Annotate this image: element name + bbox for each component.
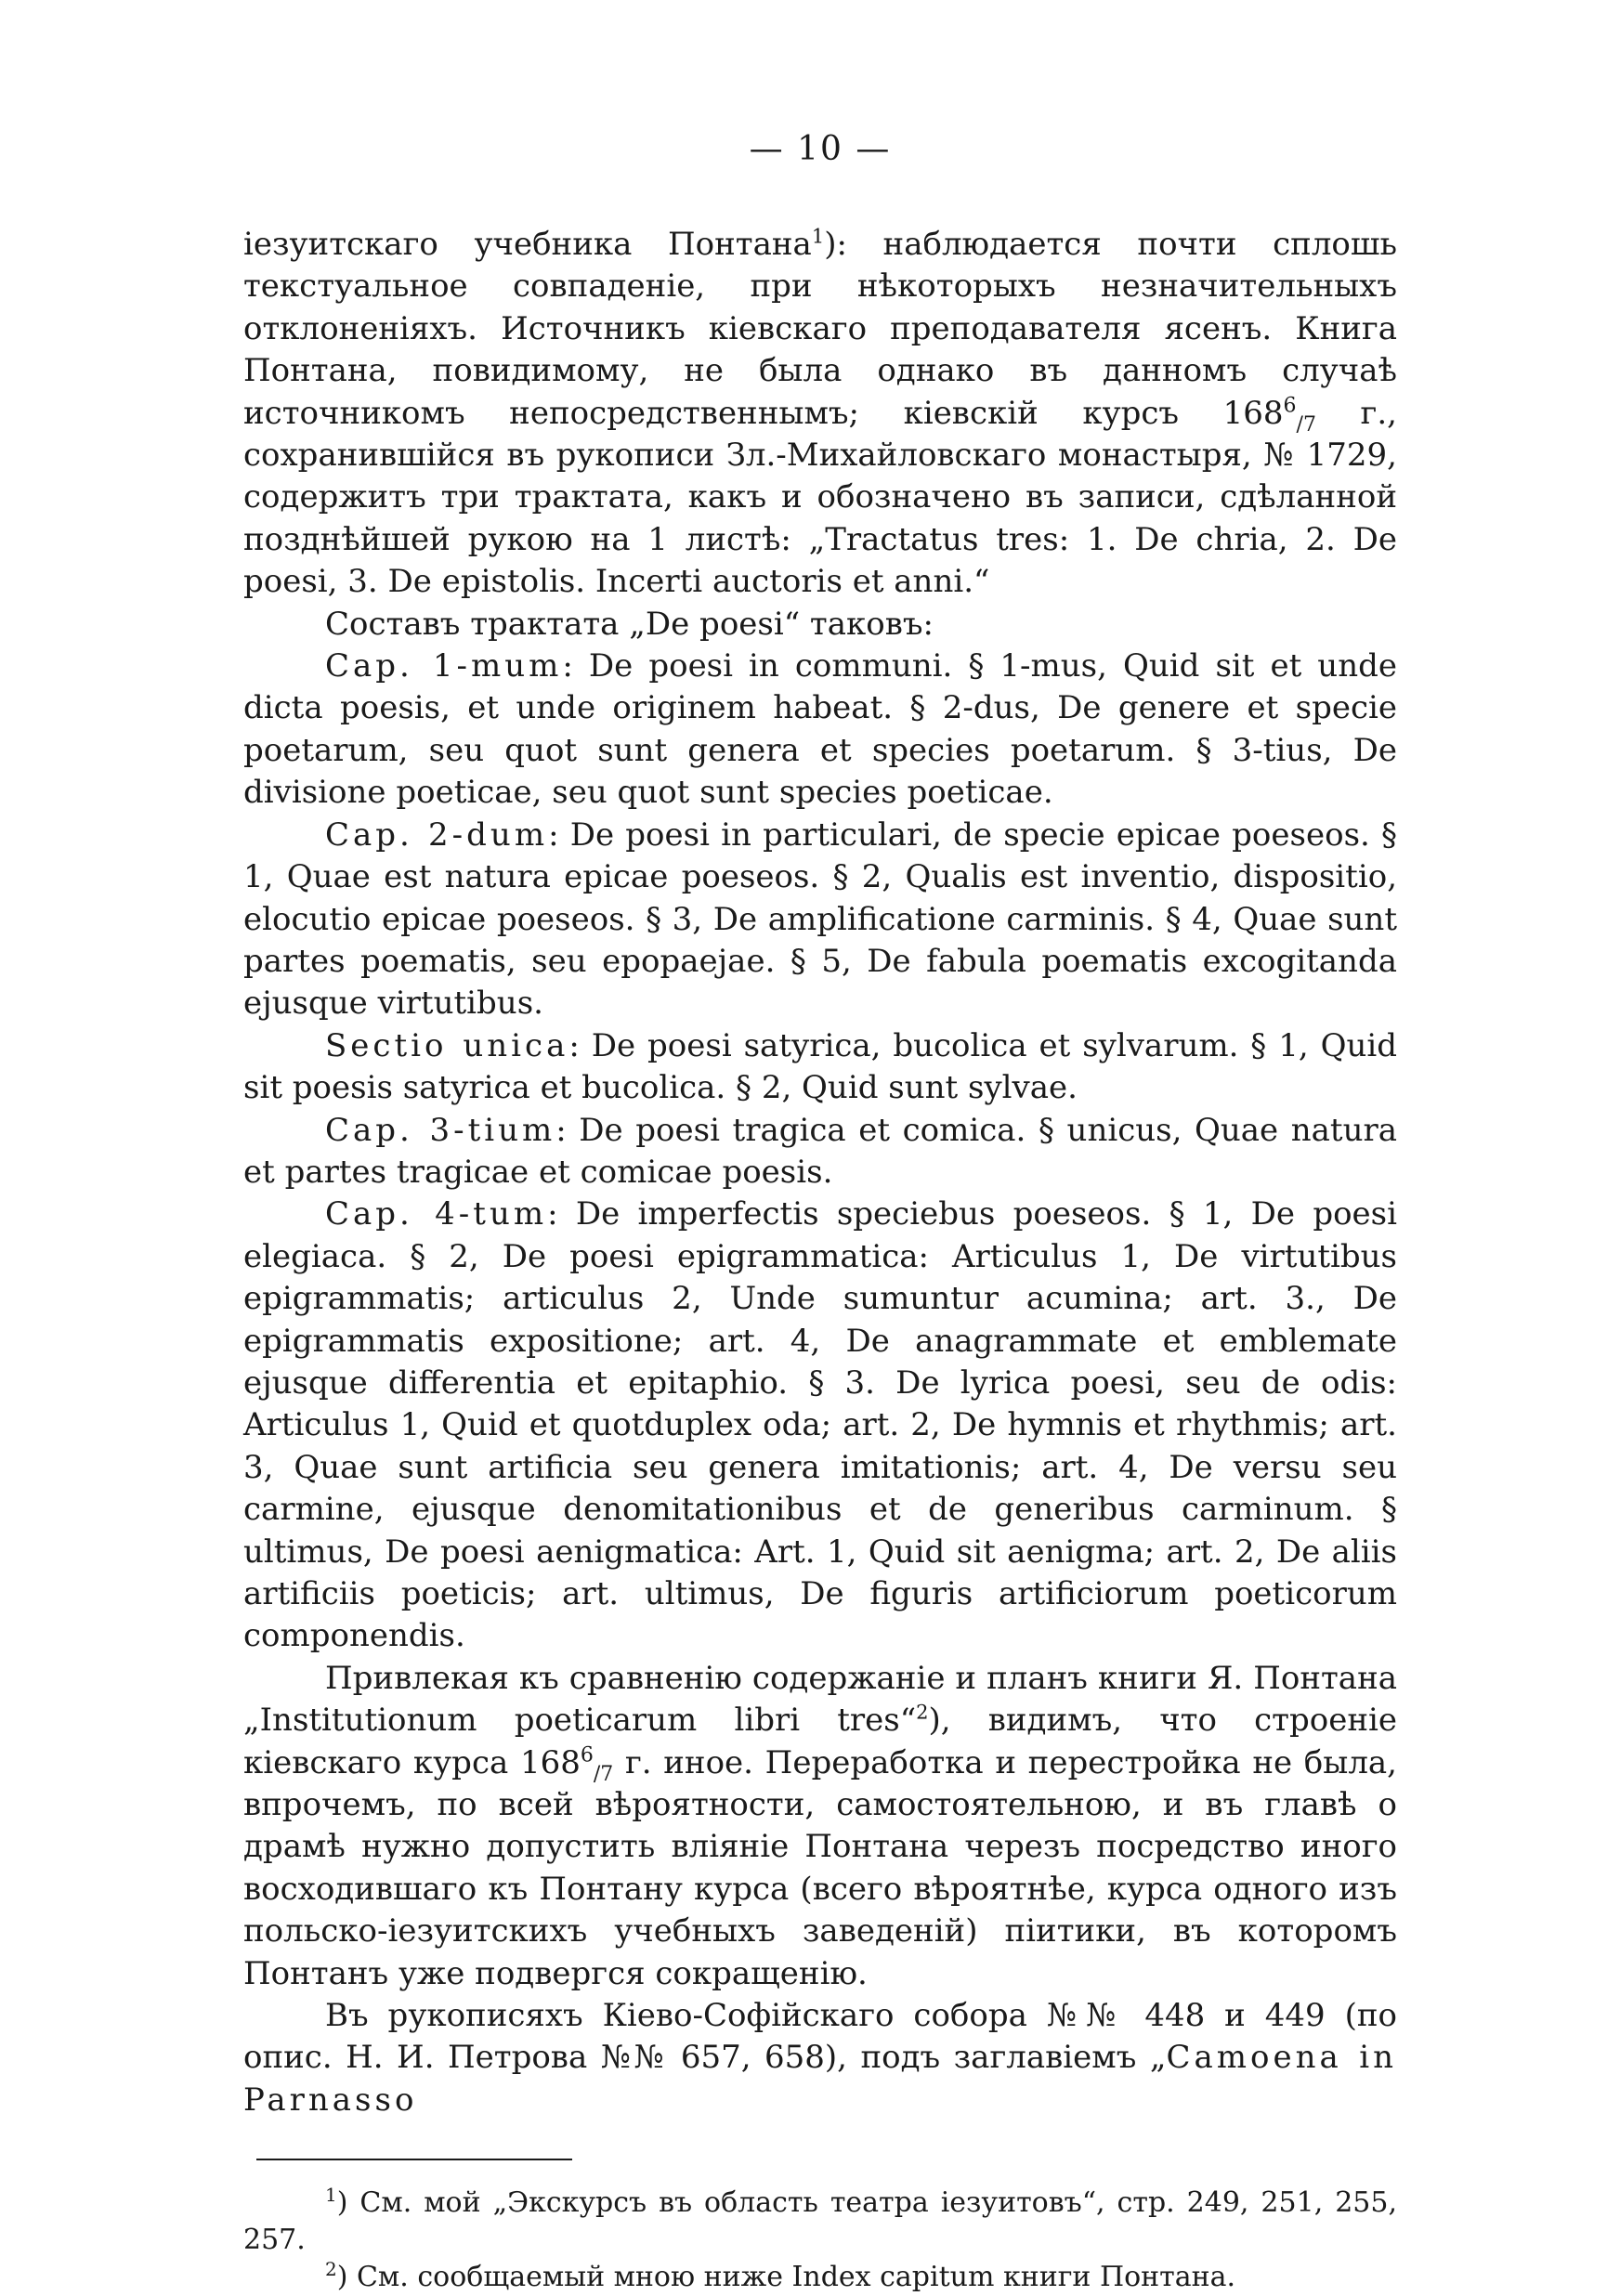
chapter-label: Cap. 4-tum [325, 1195, 548, 1233]
footnote-2: $^2$) См. сообщаемый мною ниже Index capitum книги Понтана. [325, 2258, 1236, 2294]
body-text [243, 224, 1397, 2121]
paragraph-cap-4: Cap. 4-tum: De imperfectis speciebus poeseos. § 1, De poesi elegiaca. § 2, De poesi epigrammatica: Articulus 1, De virtutibus epigrammatis; articulus 2, Unde sumuntur acumina; art. 3., De epigrammatis expositione; art. 4, De anagrammate et emblemate ejusque differentia et epitaphio. § 3. De lyrica poesi, seu de odis: Articulus 1, Quid et quotduplex oda; art. 2, De hymnis et rhythmis; art. 3, Quae sunt artificia seu genera imitationis; art. 4, De versu seu carmine, ejusque denomitationibus et de generibus carminum. § ultimus, De poesi aenigmatica: Art. 1, Quid sit aenigma; art. 2, De aliis artificiis poeticis; art. ultimus, De figuris artificiorum poeticorum componendis. [243, 1195, 1397, 1655]
paragraph-8: Привлекая къ сравненію содержаніе и планъ книги Я. Понтана „Institutionum poeticarum libri tres“$^2$), видимъ, что строеніе кіевскаго курса $168^6_{/7}$ г. иное. Переработка и перестройка не была, впрочемъ, по всей вѣроятности, самостоятельною, и въ главѣ о драмѣ нужно допустить вліяніе Понтана черезъ посредство иного восходившаго къ Понтану курса (всего вѣроятнѣе, курса одного изъ польско-іезуитскихъ учебныхъ заведеній) піитики, въ которомъ Понтанъ уже подвергся сокращенію. [243, 1659, 1397, 1992]
chapter-label: Cap. 2-dum [325, 815, 549, 854]
paragraph-cap-3: Cap. 3-tium: De poesi tragica et comica. § unicus, Quae natura et partes tragicae et comicae poesis. [243, 1111, 1397, 1191]
paragraph-1: іезуитскаго учебника Понтана$^1$): наблюдается почти сплошь текстуальное совпаденіе, при нѣкоторыхъ незначительныхъ отклоненіяхъ. Источникъ кіевскаго преподавателя ясенъ. Книга Понтана, повидимому, не была однако въ данномъ случаѣ источникомъ непосредственнымъ; кіевскій курсъ $168^6_{/7}$ г., сохранившійся въ рукописи Зл.-Михайловскаго монастыря, № 1729, содержитъ три трактата, какъ и обозначено въ записи, сдѣланной позднѣйшей рукою на 1 листѣ: „Tractatus tres: 1. De chria, 2. De poesi, 3. De epistolis. Incerti auctoris et anni.“ [243, 225, 1398, 601]
footnote-1: $^1$) См. мой „Экскурсъ въ область театра іезуитовъ“, стр. 249, 251, 255, 257. [243, 2184, 1397, 2257]
footnote-ref-2: 2 [916, 1701, 929, 1724]
footnote-ref-1: 1 [811, 225, 825, 248]
paragraph-cap-2: Cap. 2-dum: De poesi in particulari, de specie epicae poeseos. § 1, Quae est natura epicae poeseos. § 2, Qualis est inventio, dispositio, elocutio epicae poeseos. § 3, De amplificatione carminis. § 4, Quae sunt partes poematis, seu epopaejae. § 5, De fabula poematis excogitanda ejusque virtutibus. [243, 815, 1398, 1023]
paragraph-cap-1: Cap. 1-mum: De poesi in communi. § 1-mus, Quid sit et unde dicta poesis, et unde originem habeat. § 2-dus, De genere et specie poetarum, seu quot sunt genera et species poetarum. § 3-tius, De divisione poeticae, seu quot sunt species poeticae. [243, 647, 1397, 812]
paragraph-2: Составъ трактата „De poesi“ таковъ: [325, 605, 934, 643]
footnotes [243, 2185, 1397, 2296]
chapter-label: Cap. 3-tium [325, 1111, 556, 1149]
chapter-label: Cap. 1-mum [325, 647, 563, 685]
document-page [243, 130, 1397, 2296]
title-spaced: Camoena in Parnasso [243, 2039, 1397, 2119]
page-number: — 10 — [749, 130, 892, 168]
paragraph-9: Въ рукописяхъ Кіево-Софійскаго собора №№ 448 и 449 (по опис. Н. И. Петрова №№ 657, 658), подъ заглавіемъ „Camoena in Parnasso [243, 1997, 1397, 2119]
footnote-divider [256, 2159, 572, 2160]
paragraph-sectio: Sectio unica: De poesi satyrica, bucolica et sylvarum. § 1, Quid sit poesis satyrica et bucolica. § 2, Quid sunt sylvae. [243, 1026, 1397, 1107]
section-label: Sectio unica [325, 1026, 569, 1064]
